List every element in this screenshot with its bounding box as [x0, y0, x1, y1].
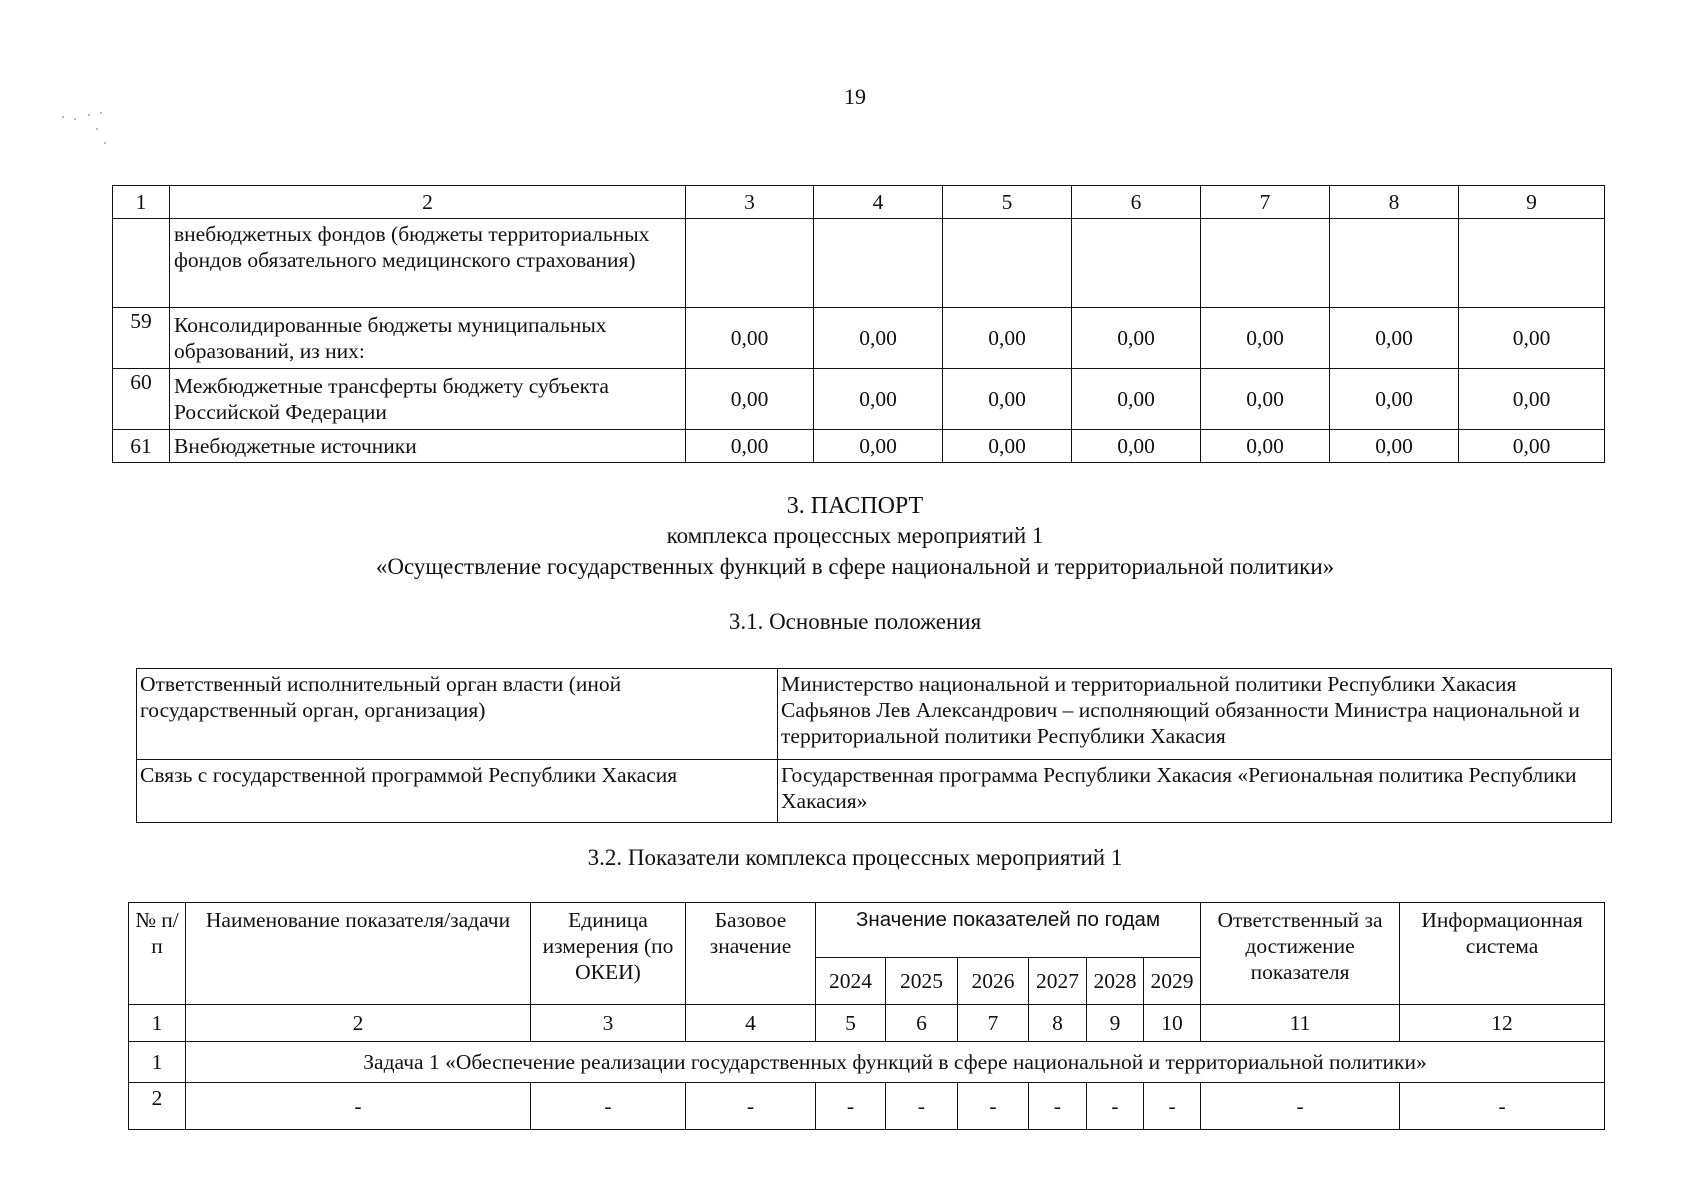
- row-value: [814, 219, 943, 308]
- row-value: 0,00: [1330, 430, 1459, 463]
- column-header: 5: [943, 186, 1072, 219]
- header-year: 2025: [886, 958, 958, 1005]
- table-header-row: [129, 903, 1605, 958]
- row-value: 0,00: [1330, 369, 1459, 430]
- passport-name: «Осуществление государственных функций в сфере национальной и территориальной политики»: [375, 554, 1335, 579]
- row-value: 0,00: [1459, 369, 1605, 430]
- header-unit: Единица измерения (по ОКЕИ): [531, 903, 686, 1005]
- row-name: Консолидированные бюджеты муниципальных образований, из них:: [170, 308, 686, 369]
- column-header: 7: [1201, 186, 1330, 219]
- task-row: [129, 1042, 1605, 1083]
- row-value: 0,00: [1201, 308, 1330, 369]
- row-value: [943, 219, 1072, 308]
- row-cell: -: [1087, 1083, 1144, 1130]
- column-index: 11: [1201, 1005, 1400, 1042]
- row-value: [1201, 219, 1330, 308]
- column-index: 8: [1029, 1005, 1087, 1042]
- row-value: 0,00: [1072, 308, 1201, 369]
- header-year: 2024: [816, 958, 886, 1005]
- table-row: [129, 1083, 1605, 1130]
- passport-title: 3. ПАСПОРТ: [786, 493, 924, 519]
- table-row: [113, 308, 1605, 369]
- row-cell: -: [816, 1083, 886, 1130]
- header-num: № п/п: [129, 903, 186, 1005]
- row-value: [686, 219, 814, 308]
- row-value: [1459, 219, 1605, 308]
- header-year: 2029: [1144, 958, 1201, 1005]
- table-header-row: [113, 186, 1605, 219]
- row-cell: -: [1201, 1083, 1400, 1130]
- passport-subtitle: комплекса процессных мероприятий 1: [666, 523, 1044, 548]
- row-cell: -: [531, 1083, 686, 1130]
- row-value: 0,00: [686, 308, 814, 369]
- row-value: 0,00: [686, 369, 814, 430]
- row-value: 0,00: [1459, 430, 1605, 463]
- column-index: 1: [129, 1005, 186, 1042]
- row-value: 0,00: [1072, 369, 1201, 430]
- header-year: 2026: [958, 958, 1029, 1005]
- header-year: 2027: [1029, 958, 1087, 1005]
- row-name: внебюджетных фондов (бюджеты территориальных фондов обязательного медицинского страхования): [170, 219, 686, 308]
- row-cell: -: [186, 1083, 531, 1130]
- column-header: 8: [1330, 186, 1459, 219]
- row-name: Межбюджетные трансферты бюджету субъекта Российской Федерации: [170, 369, 686, 430]
- column-header: 4: [814, 186, 943, 219]
- row-value: 0,00: [943, 369, 1072, 430]
- task-text: Задача 1 «Обеспечение реализации государственных функций в сфере национальной и территориальной политики»: [186, 1042, 1605, 1083]
- column-header: 3: [686, 186, 814, 219]
- column-header: 9: [1459, 186, 1605, 219]
- row-value: 0,00: [1330, 308, 1459, 369]
- column-index: 5: [816, 1005, 886, 1042]
- row-number: 60: [113, 369, 170, 430]
- row-value: 0,00: [1459, 308, 1605, 369]
- row-value: 0,00: [686, 430, 814, 463]
- indicators-table: [128, 902, 1605, 1130]
- provision-label: Ответственный исполнительный орган власти (иной государственный орган, организация): [137, 669, 778, 760]
- row-cell: -: [686, 1083, 816, 1130]
- row-value: 0,00: [814, 369, 943, 430]
- row-number: 59: [113, 308, 170, 369]
- main-provisions-table: [136, 668, 1612, 823]
- row-value: [1072, 219, 1201, 308]
- header-name: Наименование показателя/задачи: [186, 903, 531, 1005]
- column-index: 10: [1144, 1005, 1201, 1042]
- column-index: 4: [686, 1005, 816, 1042]
- row-value: 0,00: [1201, 369, 1330, 430]
- row-cell: -: [1144, 1083, 1201, 1130]
- column-header: 2: [170, 186, 686, 219]
- column-header: 6: [1072, 186, 1201, 219]
- row-number: 61: [113, 430, 170, 463]
- row-value: 0,00: [814, 308, 943, 369]
- provision-value: Министерство национальной и территориальной политики Республики Хакасия Сафьянов Лев Александрович – исполняющий обязанности Министра национальной и территориальной политики Республики Хакасия: [778, 669, 1612, 760]
- row-value: 0,00: [943, 430, 1072, 463]
- column-index-row: [129, 1005, 1605, 1042]
- table-row: [113, 369, 1605, 430]
- row-number: [113, 219, 170, 308]
- provision-value: Государственная программа Республики Хакасия «Региональная политика Республики Хакасия»: [778, 760, 1612, 823]
- row-cell: -: [958, 1083, 1029, 1130]
- task-number: 1: [129, 1042, 186, 1083]
- table-row: [113, 430, 1605, 463]
- page-number: 19: [844, 84, 866, 109]
- row-cell: -: [1029, 1083, 1087, 1130]
- row-value: [1330, 219, 1459, 308]
- header-years-group: Значение показателей по годам: [816, 903, 1201, 958]
- row-value: 0,00: [1201, 430, 1330, 463]
- row-number: 2: [129, 1083, 186, 1130]
- column-index: 3: [531, 1005, 686, 1042]
- row-value: 0,00: [943, 308, 1072, 369]
- header-system: Информационная система: [1400, 903, 1605, 1005]
- row-cell: -: [1400, 1083, 1605, 1130]
- row-value: 0,00: [1072, 430, 1201, 463]
- column-index: 2: [186, 1005, 531, 1042]
- budget-table-continuation: [112, 185, 1605, 463]
- row-cell: -: [886, 1083, 958, 1130]
- section-3-2-title: 3.2. Показатели комплекса процессных мероприятий 1: [587, 845, 1123, 870]
- column-index: 9: [1087, 1005, 1144, 1042]
- section-3-1-title: 3.1. Основные положения: [728, 609, 982, 634]
- table-row: [137, 669, 1612, 760]
- table-row: [137, 760, 1612, 823]
- header-responsible: Ответственный за достижение показателя: [1201, 903, 1400, 1005]
- column-index: 7: [958, 1005, 1029, 1042]
- column-index: 6: [886, 1005, 958, 1042]
- provision-label: Связь с государственной программой Республики Хакасия: [137, 760, 778, 823]
- table-row: [113, 219, 1605, 308]
- row-value: 0,00: [814, 430, 943, 463]
- column-index: 12: [1400, 1005, 1605, 1042]
- header-base: Базовое значение: [686, 903, 816, 1005]
- row-name: Внебюджетные источники: [170, 430, 686, 463]
- header-year: 2028: [1087, 958, 1144, 1005]
- column-header: 1: [113, 186, 170, 219]
